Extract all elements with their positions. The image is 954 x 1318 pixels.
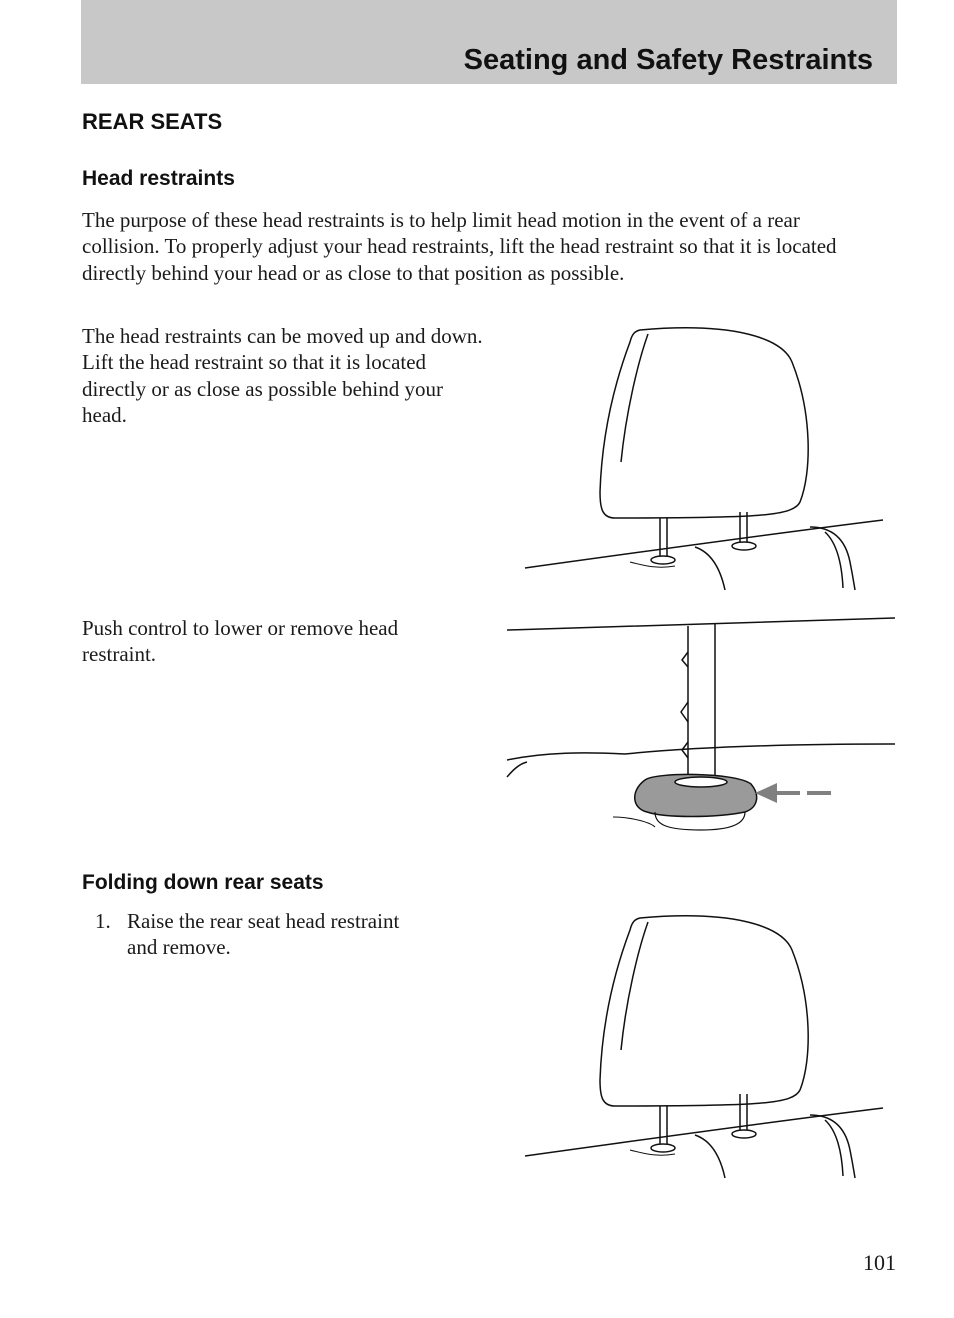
head-restraint-raised-removal-illustration bbox=[520, 910, 890, 1180]
page-header-title: Seating and Safety Restraints bbox=[463, 44, 873, 76]
step-number: 1. bbox=[95, 909, 111, 933]
paragraph-adjust: The head restraints can be moved up and down. Lift the head restraint so that it is located directly or as close as possible behind your head. bbox=[82, 324, 483, 428]
section-title: REAR SEATS bbox=[82, 109, 223, 134]
paragraph-push-control: Push control to lower or remove head restraint. bbox=[82, 616, 399, 667]
head-restraint-release-control-illustration bbox=[505, 612, 900, 842]
page-number: 101 bbox=[863, 1250, 896, 1275]
subheading-folding-rear-seats: Folding down rear seats bbox=[82, 871, 324, 894]
paragraph-purpose: The purpose of these head restraints is to help limit head motion in the event of a rear collision. To properly adjust your head restraints, lift the head restraint so that it is located directly behind your head or as close to that position as possible. bbox=[82, 208, 837, 285]
head-restraint-raised-illustration bbox=[520, 322, 890, 592]
step-text: Raise the rear seat head restraint and remove. bbox=[127, 909, 400, 960]
subheading-head-restraints: Head restraints bbox=[82, 167, 235, 190]
header-bar bbox=[81, 0, 897, 84]
